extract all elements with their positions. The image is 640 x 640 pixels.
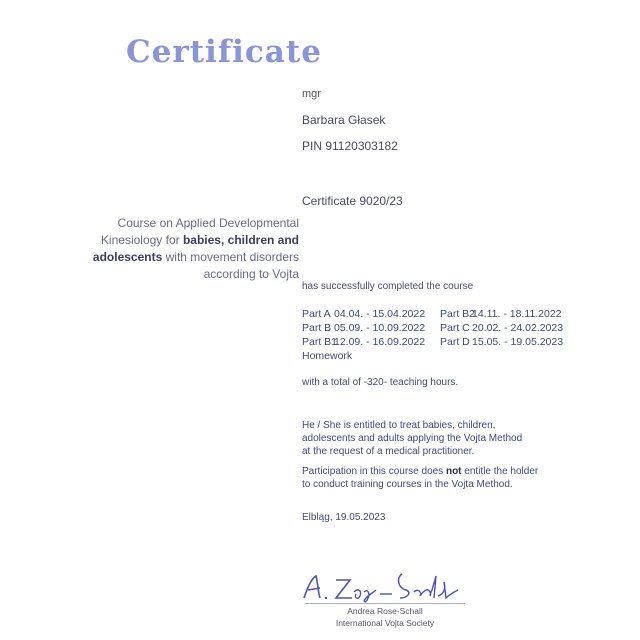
parts-row: Part B112.09. - 16.09.2022 Part D 15.05. - 19.05.2023 [302,336,564,348]
signatory-organization: International Vojta Society [335,618,435,628]
signature-image [296,568,466,606]
entitlement-text: He / She is entitled to treat babies, children, adolescents and adults applying the Vojta Method at the request of a medical practitioner. [302,420,523,457]
course-line-2: Kinesiology for babies, children and [100,233,299,247]
certificate-number: Certificate 9020/23 [302,194,403,208]
signature-line [305,603,465,604]
homework-label: Homework [302,350,353,362]
participation-text: Participation in this course does not entitle the holder to conduct training courses in the Vojta Method. [302,466,539,490]
course-line-3: adolescents with movement disorders [92,250,299,264]
total-hours: with a total of -320- teaching hours. [302,377,459,388]
course-description [79,215,299,283]
recipient-prefix: mgr [302,88,321,100]
place-date: Elbląg, 19.05.2023 [302,512,386,523]
signatory-block [300,605,470,629]
recipient-pin: PIN 91120303182 [302,139,398,153]
course-line-4: according to Vojta [203,267,299,281]
parts-table [302,307,564,363]
recipient-name: Barbara Głasek [302,113,386,127]
bottom-edge [0,634,640,640]
parts-row: Part A 04.04. - 15.04.2022 Part B214.11. - 18.11.2022 [302,308,562,320]
parts-row: Part B 05.09. - 10.09.2022 Part C 20.02. - 24.02.2023 [302,322,564,334]
certificate-title: Certificate [126,34,322,70]
signatory-name: Andrea Rose-Schall [347,606,423,616]
completed-text: has successfully completed the course [302,281,474,292]
course-line-1: Course on Applied Developmental [117,216,299,230]
